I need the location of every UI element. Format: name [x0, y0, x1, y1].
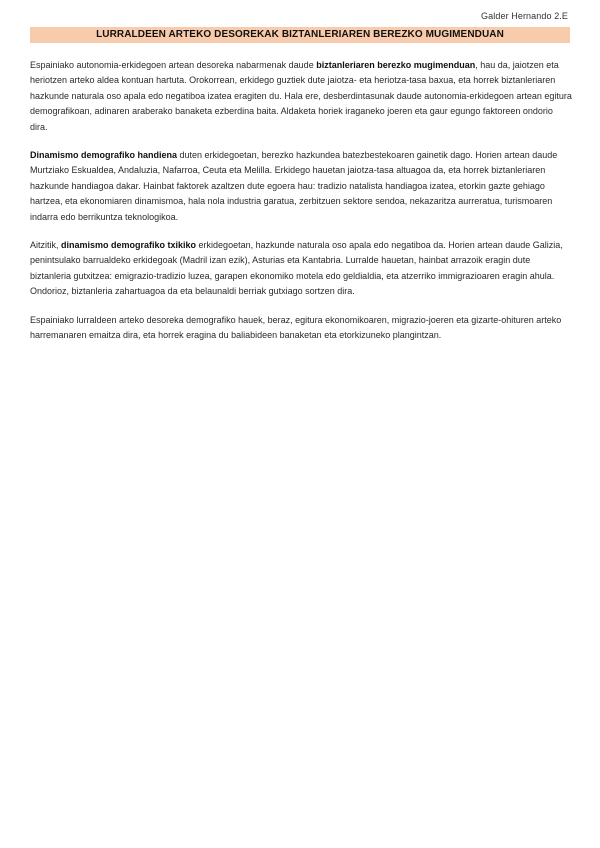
- document-title: LURRALDEEN ARTEKO DESOREKAK BIZTANLERIAREN BEREZKO MUGIMENDUAN: [30, 27, 570, 43]
- paragraph-text: , hau da, jaiotzen eta heriotzen arteko aldea kontuan hartuta. Orokorrean, erkidego guztiek dute jaiotza- eta heriotza-tasa baxua, eta horrek biztanleriaren hazkunde naturala oso apala edo negatiboa izatea eragiten du. Hala ere, desberdintasunak daude autonomia-erkidegoen artean egitura demografikoan, adinaren araberako banaketa ezberdina baita. Aldaketa horiek iraganeko joeren eta gaur egungo faktoreen ondorio dira.: [30, 60, 572, 132]
- paragraph-1: [30, 58, 572, 135]
- paragraph-text: Aitzitik,: [30, 240, 62, 251]
- paragraph-text: Espainiako autonomia-erkidegoen artean desoreka nabarmenak daude: [30, 60, 317, 70]
- paragraph-bold-text: dinamismo demografiko txikiko: [61, 240, 197, 251]
- document-body: [30, 58, 572, 357]
- paragraph-bold-text: Dinamismo demografiko handiena: [30, 150, 178, 161]
- author-label: Galder Hernando 2.E: [481, 11, 568, 21]
- paragraph-2: [30, 148, 572, 225]
- paragraph-3: [30, 238, 572, 300]
- paragraph-bold-text: biztanleriaren berezko mugimenduan: [316, 60, 476, 70]
- paragraph-text: duten erkidegoetan, berezko hazkundea batezbestekoaren gainetik dago. Horien artean daude Murtziako Eskualdea, Andaluzia, Nafarroa, Ceuta eta Melilla. Erkidego hauetan jaiotza-tasa altuagoa da, eta horrek biztanleriaren hazkunde handiagoa dakar. Hainbat faktorek azaltzen dute egoera hau: tradizio natalista handiagoa izatea, etorkin gazte gehiago hartzea, eta ekonomiaren dinamismoa, hala nola industria garatua, zerbitzuen sektore sendoa, nekazaritza aurreratua, turismoaren indarra edo berrikuntza teknologikoa.: [30, 150, 558, 222]
- paragraph-text: Espainiako lurraldeen arteko desoreka demografiko hauek, beraz, egitura ekonomikoaren, migrazio-joeren eta gizarte-ohituren arteko harremanaren emaitza dira, eta horrek eragina du baliabideen banaketan eta etorkizuneko plangintzan.: [30, 314, 562, 341]
- paragraph-4: [30, 313, 572, 344]
- paragraph-text: erkidegoetan, hazkunde naturala oso apala edo negatiboa da. Horien artean daude Galizia, penintsulako barrualdeko erkidegoak (Madril izan ezik), Asturias eta Kantabria. Lurralde hauetan, hainbat arrazoik eragin dute biztanleria gutxitzea: emigrazio-tradizio luzea, garapen ekonomiko motela edo geldialdia, eta atzerriko immigrazioaren eragin ahula. Ondorioz, biztanleria zahartuagoa da eta belaunaldi berriak gutxiago sortzen dira.: [30, 240, 563, 297]
